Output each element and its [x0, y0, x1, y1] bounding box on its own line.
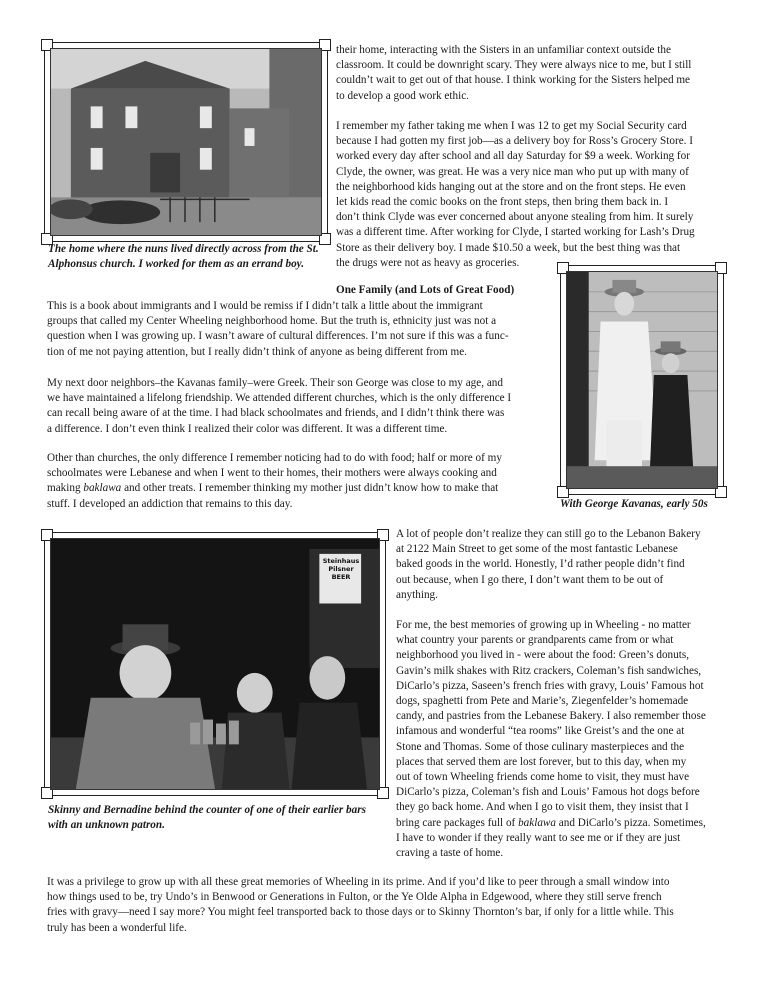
text-line: out of town Wheeling friends come home to visit, they must have	[396, 771, 690, 784]
text-line: can recall being aware of at the time. I had black schoolmates and friends, and I didn’t think there was	[47, 407, 505, 420]
text-line: because I had gotten my first job—as a delivery boy for Ross’s Grocery Store. I	[336, 135, 693, 148]
text-line: neighborhood you lived in - were about the food: Green’s donuts,	[396, 649, 689, 662]
text-line: DiCarlo’s pizza, Coleman’s fish and Louis’ Famous hot dogs before	[396, 786, 700, 799]
paragraph-churches	[47, 451, 567, 512]
text-line	[47, 481, 567, 496]
text-line: they go back home. And when I go to visit them, they insist that I	[396, 801, 689, 814]
text-line: Stone and Thomas. Some of those culinary masterpieces and the	[396, 740, 685, 753]
text-line: the neighborhood kids hanging out at the store and on the front steps. He even	[336, 180, 686, 193]
text-line: dogs, spaghetti from Pete and Marie’s, Ziegenfelder’s homemade	[396, 695, 689, 708]
text-line: For me, the best memories of growing up in Wheeling - no matter	[396, 619, 691, 631]
text-line: out because, when I go there, I don’t want them to be out of	[396, 573, 664, 586]
house-photo-icon	[51, 49, 321, 235]
text-line: don’t think Clyde was ever concerned about anyone stealing from him. It surely	[336, 211, 694, 224]
text-line: worked every day after school and all day Saturday for $9 a week. Working for	[336, 150, 690, 163]
house-caption: The home where the nuns lived directly across from the St. Alphonsus church. I worked for them as an errand boy.	[48, 243, 319, 271]
text-line: infamous and wonderful “tea rooms” like Greist’s and the one at	[396, 725, 685, 738]
text-run: bring care packages full of	[396, 816, 519, 829]
text-line: question when I was growing up. I wasn’t aware of cultural differences. I’m not sure if this was a func-	[47, 330, 509, 343]
text-run: and DiCarlo’s pizza. Sometimes,	[556, 816, 706, 829]
text-line: A lot of people don’t realize they can still go to the Lebanon Bakery	[396, 528, 701, 540]
text-line: Other than churches, the only difference I remember noticing had to do with food; half or more of my	[47, 452, 502, 464]
text-line: how things used to be, try Undo’s in Benwood or Generations in Fulton, or the Ye Olde Alpha in Edgewood, where they still serve french	[47, 891, 662, 904]
george-caption: With George Kavanas, early 50s	[560, 498, 708, 510]
bar-photo	[50, 538, 380, 790]
text-line: at 2122 Main Street to get some of the most fantastic Lebanese	[396, 543, 678, 556]
text-line: I remember my father taking me when I was 12 to get my Social Security card	[336, 120, 687, 132]
text-line: I have to wonder if they really want to see me or if they are just	[396, 831, 681, 844]
beer-sign-line: Steinhaus	[322, 557, 360, 565]
paragraph-nuns	[336, 43, 736, 104]
emphasis-baklawa: baklawa	[83, 482, 122, 495]
text-run: and other treats. I remember thinking my mother just didn’t know how to make that	[121, 482, 499, 495]
text-line: what country your parents or grandparents came from or what	[396, 634, 674, 647]
text-line: a difference. I don’t even think I realized their color was different. It was a different time.	[47, 422, 448, 435]
emphasis-baklawa: baklawa	[518, 816, 556, 829]
text-line: This is a book about immigrants and I would be remiss if I didn’t talk a little about the immigrant	[47, 300, 483, 312]
text-line: Store as their delivery boy. I made $10.50 a week, but the best thing was that	[336, 241, 681, 254]
george-photo	[566, 271, 718, 489]
text-line	[396, 816, 741, 831]
paragraph-immigrants	[47, 299, 567, 360]
beer-sign-line: Pilsner BEER	[328, 565, 354, 581]
text-line: places that served them are lost forever, but to this day, when my	[396, 755, 687, 768]
text-line: to develop a good work ethic.	[336, 89, 469, 102]
george-photo-frame	[560, 265, 724, 495]
bar-photo-frame	[44, 532, 386, 796]
text-line: couldn’t wait to get out of that house. I think working for the Sisters helped me	[336, 74, 691, 87]
paragraph-kavanas	[47, 376, 567, 437]
text-line: craving a taste of home.	[396, 847, 504, 860]
paragraph-closing	[47, 875, 737, 936]
text-line: schoolmates were Lebanese and when I went to their homes, their mothers were always cooking and	[47, 467, 497, 480]
text-line: Gavin’s milk shakes with Ritz crackers, Coleman’s fish sandwiches,	[396, 664, 702, 677]
text-line: DiCarlo’s pizza, Saseen’s french fries with gravy, Louis’ Famous hot	[396, 679, 704, 692]
text-line: the drugs were not as heavy as groceries.	[336, 256, 520, 269]
portrait-photo-icon	[567, 272, 717, 488]
text-line: It was a privilege to grow up with all these great memories of Wheeling in its prime. And if you’d like to peer through a small window into	[47, 876, 670, 888]
text-line: My next door neighbors–the Kavanas family–were Greek. Their son George was close to my age, and	[47, 377, 503, 389]
text-line: truly has been a wonderful life.	[47, 921, 187, 934]
paragraph-first-job	[336, 119, 746, 271]
text-line: tion of me not paying attention, but I really didn’t think of anyone as being different from me.	[47, 345, 467, 358]
house-photo-frame	[44, 42, 328, 242]
text-line: let kids read the comic books on the front steps, then bring them back in. I	[336, 196, 669, 209]
house-photo	[50, 48, 322, 236]
text-line: baked goods in the world. Honestly, I’d rather people didn’t find	[396, 558, 685, 571]
text-line: fries with gravy—need I say more? You might feel transported back to those days or to Skinny Thornton’s bar, if only for a little while. This	[47, 906, 674, 919]
beer-sign	[321, 557, 361, 581]
text-run: making	[47, 482, 84, 495]
text-line: Clyde, the owner, was great. He was a very nice man who put up with many of	[336, 165, 689, 178]
text-line: their home, interacting with the Sisters in an unfamiliar context outside the	[336, 44, 671, 56]
text-line: groups that called my Center Wheeling neighborhood home. But the truth is, ethnicity just was not a	[47, 315, 497, 328]
text-line: classroom. It could be downright scary. They were always nice to me, but I still	[336, 59, 692, 72]
bar-caption: Skinny and Bernadine behind the counter of one of their earlier bars with an unknown patron.	[48, 804, 366, 832]
paragraph-lebanon-bakery	[396, 527, 736, 603]
text-line: we have maintained a lifelong friendship. We attended different churches, which is the only difference I	[47, 392, 512, 405]
section-heading: One Family (and Lots of Great Food)	[336, 284, 515, 296]
text-line: was a different time. After working for Clyde, I started working for Lash’s Drug	[336, 226, 695, 239]
text-line: candy, and pastries from the Lebanese Bakery. I also remember those	[396, 710, 706, 723]
text-line: stuff. I developed an addiction that remains to this day.	[47, 497, 293, 510]
paragraph-food-memories	[396, 618, 741, 861]
text-line: anything.	[396, 588, 438, 601]
